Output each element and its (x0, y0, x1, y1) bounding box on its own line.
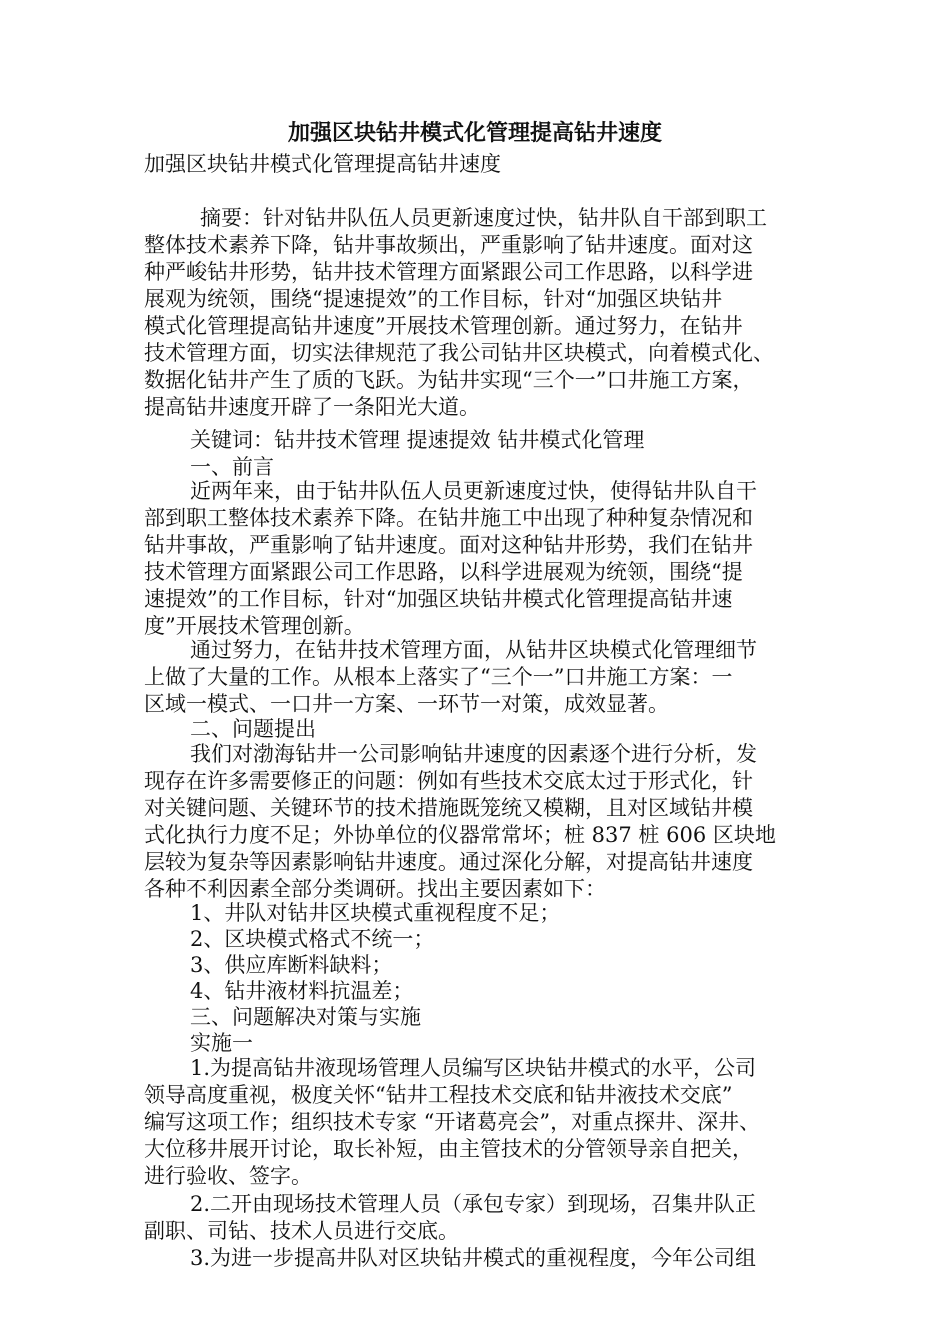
abstract-line: 数据化钻井产生了质的飞跃。为钻井实现“三个一”口井施工方案， (144, 368, 754, 392)
paragraph-line: 上做了大量的工作。从根本上落实了“三个一”口井施工方案：一 (144, 665, 733, 689)
paragraph-line: 3.为进一步提高井队对区块钻井模式的重视程度，今年公司组 (190, 1246, 757, 1270)
paragraph-line: 副职、司钻、技术人员进行交底。 (144, 1219, 459, 1243)
paragraph-line: 进行验收、签字。 (144, 1164, 312, 1188)
abstract-line: 模式化管理提高钻井速度”开展技术管理创新。通过努力，在钻井 (144, 314, 743, 338)
paragraph-line: 通过努力，在钻井技术管理方面，从钻井区块模式化管理细节 (190, 638, 757, 662)
section-heading: 三、问题解决对策与实施 (190, 1005, 421, 1029)
paragraph-line: 领导高度重视，极度关怀“钻井工程技术交底和钻井液技术交底” (144, 1083, 733, 1107)
paragraph-line: 1.为提高钻井液现场管理人员编写区块钻井模式的水平，公司 (190, 1056, 757, 1080)
list-item: 1、井队对钻井区块模式重视程度不足； (190, 901, 561, 925)
section-heading: 一、前言 (190, 455, 274, 479)
section-heading: 二、问题提出 (190, 717, 316, 741)
abstract-line: 摘要：针对钻井队伍人员更新速度过快，钻井队自干部到职工 (200, 206, 767, 230)
document-title: 加强区块钻井模式化管理提高钻井速度 (287, 120, 662, 146)
paragraph-line: 部到职工整体技术素养下降。在钻井施工中出现了种种复杂情况和 (144, 506, 753, 530)
paragraph-line: 技术管理方面紧跟公司工作思路，以科学进展观为统领，围绕“提 (144, 560, 743, 584)
paragraph-line: 大位移井展开讨论，取长补短，由主管技术的分管领导亲自把关， (144, 1137, 753, 1161)
paragraph-line: 现存在许多需要修正的问题：例如有些技术交底太过于形式化，针 (144, 769, 753, 793)
abstract-line: 提高钻井速度开辟了一条阳光大道。 (144, 395, 480, 419)
list-item: 4、钻井液材料抗温差； (190, 979, 414, 1003)
abstract-line: 展观为统领，围绕“提速提效”的工作目标，针对“加强区块钻井 (144, 287, 723, 311)
keywords: 关键词：钻井技术管理 提速提效 钻井模式化管理 (190, 428, 645, 452)
paragraph-line: 度”开展技术管理创新。 (144, 614, 365, 638)
paragraph-line: 对关键问题、关键环节的技术措施既笼统又模糊，且对区域钻井模 (144, 796, 753, 820)
abstract-line: 整体技术素养下降，钻井事故频出，严重影响了钻井速度。面对这 (144, 233, 753, 257)
paragraph-line: 2.二开由现场技术管理人员（承包专家）到现场，召集井队正 (190, 1192, 757, 1216)
paragraph-line: 钻井事故，严重影响了钻井速度。面对这种钻井形势，我们在钻井 (144, 533, 753, 557)
paragraph-line: 各种不利因素全部分类调研。找出主要因素如下： (144, 877, 606, 901)
abstract-line: 技术管理方面，切实法律规范了我公司钻井区块模式，向着模式化、 (144, 341, 774, 365)
list-item: 3、供应库断料缺料； (190, 953, 393, 977)
paragraph-line: 编写这项工作；组织技术专家 “开诸葛亮会”，对重点探井、深井、 (144, 1110, 761, 1134)
list-item: 2、区块模式格式不统一； (190, 927, 435, 951)
paragraph-line: 区域一模式、一口井一方案、一环节一对策，成效显著。 (144, 692, 669, 716)
abstract-line: 种严峻钻井形势，钻井技术管理方面紧跟公司工作思路，以科学进 (144, 260, 753, 284)
document-subtitle: 加强区块钻井模式化管理提高钻井速度 (144, 152, 501, 176)
paragraph-line: 速提效”的工作目标，针对“加强区块钻井模式化管理提高钻井速 (144, 587, 733, 611)
paragraph-line: 近两年来，由于钻井队伍人员更新速度过快，使得钻井队自干 (190, 479, 757, 503)
paragraph-line: 层较为复杂等因素影响钻井速度。通过深化分解，对提高钻井速度 (144, 850, 753, 874)
paragraph-line: 我们对渤海钻井一公司影响钻井速度的因素逐个进行分析，发 (190, 742, 757, 766)
paragraph-line: 式化执行力度不足；外协单位的仪器常常坏；桩 837 桩 606 区块地 (144, 823, 776, 847)
subsection-heading: 实施一 (190, 1031, 253, 1055)
